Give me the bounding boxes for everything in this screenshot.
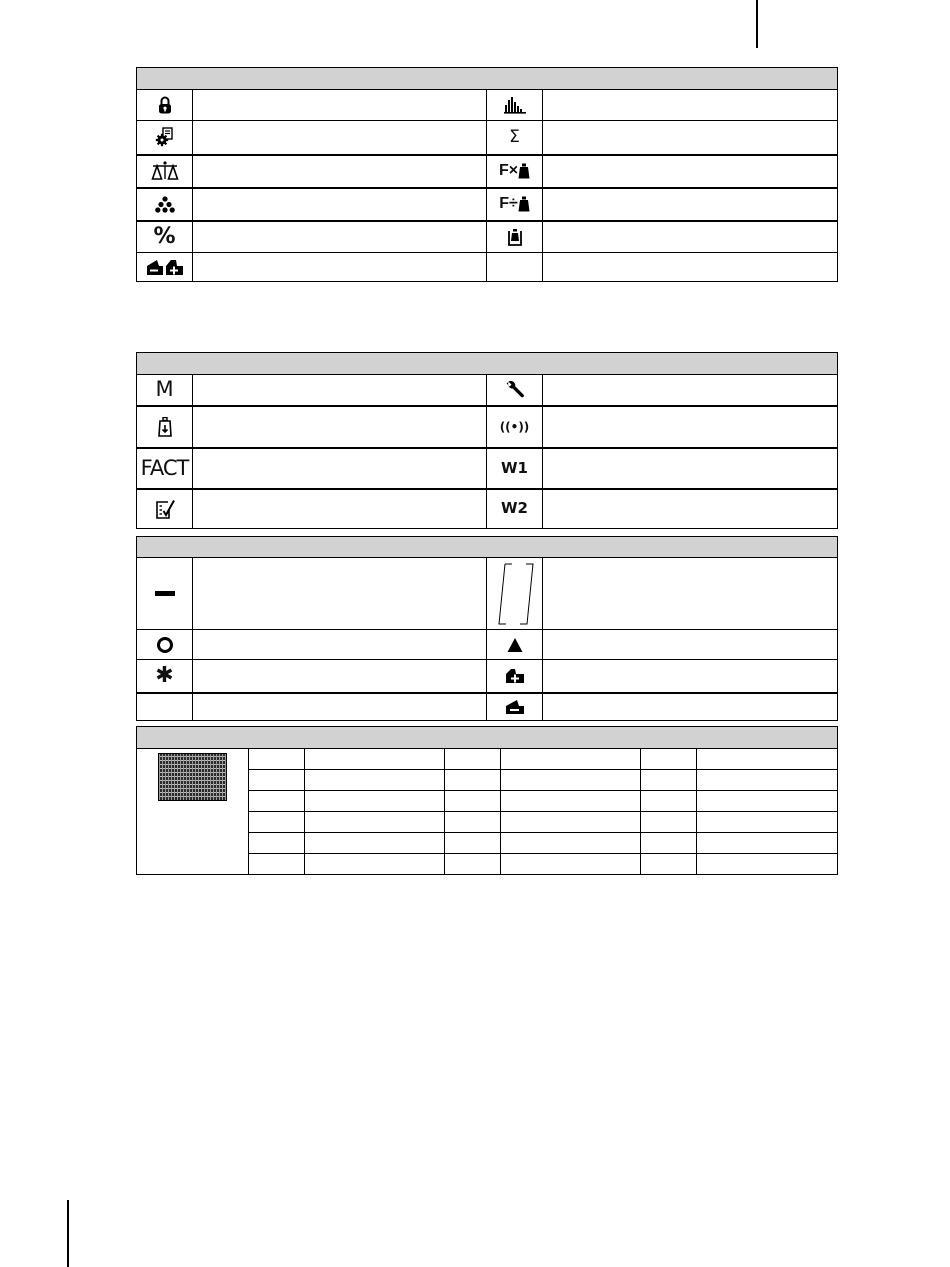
table4-cell	[697, 854, 838, 875]
memory-m-icon: M	[137, 375, 193, 406]
table4-cell	[305, 791, 445, 812]
divide-weight-icon	[487, 188, 543, 221]
multiply-weight-label: F×	[498, 161, 519, 179]
table4-cell	[697, 812, 838, 833]
table1-row6-right-text	[543, 253, 838, 282]
table1-row1-right-text	[543, 90, 838, 121]
table1-row2-right-text	[543, 121, 838, 155]
table4-cell	[501, 854, 641, 875]
margin-line-top	[756, 0, 758, 48]
table4-cell	[445, 749, 501, 770]
gear-settings-icon	[137, 121, 193, 155]
table4-cell	[697, 833, 838, 854]
table2-row4-right-text	[543, 489, 838, 529]
table4-cell	[641, 812, 697, 833]
table3-row3-right-text	[543, 660, 838, 693]
table4-cell	[305, 812, 445, 833]
bracket-frame-icon	[487, 558, 543, 630]
table2-row1-right-text	[543, 375, 838, 406]
table1-row3-right-text	[543, 155, 838, 188]
dot-matrix-display-icon	[158, 753, 227, 801]
table3-row3-left-text	[193, 660, 487, 693]
w2-icon: W2	[487, 489, 543, 529]
table4-cell	[501, 770, 641, 791]
table1-row4-right-text	[543, 188, 838, 221]
table4-cell	[697, 770, 838, 791]
fact-icon: FACT	[137, 448, 193, 489]
table1-row5-right-text	[543, 221, 838, 253]
table4-cell	[697, 791, 838, 812]
table3-row2-right-text	[543, 630, 838, 660]
plus-weight-icon	[487, 660, 543, 693]
symbols-table-4	[136, 726, 838, 875]
margin-line-bottom	[67, 1200, 69, 1267]
asterisk-icon: ✱	[137, 660, 193, 693]
table3-row4-right-text	[543, 693, 838, 721]
table4-cell	[641, 833, 697, 854]
table4-cell	[445, 770, 501, 791]
table2-row2-left-text	[193, 406, 487, 448]
lock-icon	[137, 90, 193, 121]
table1-header	[137, 68, 838, 90]
table4-cell	[641, 791, 697, 812]
symbols-table-1	[136, 67, 838, 282]
table4-cell	[641, 854, 697, 875]
table1-row2-left-text	[193, 121, 487, 155]
table4-cell	[305, 833, 445, 854]
wrench-icon	[487, 375, 543, 406]
table1-row4-left-text	[193, 188, 487, 221]
table3-row4-left-text	[193, 693, 487, 721]
table1-row6-left-text	[193, 253, 487, 282]
parts-counting-icon	[137, 188, 193, 221]
table3-row1-left-text	[193, 558, 487, 630]
table2-row2-right-text	[543, 406, 838, 448]
circle-icon	[137, 630, 193, 660]
wireless-signal-icon: ((•))	[487, 406, 543, 448]
divide-weight-label: F÷	[499, 194, 518, 212]
dot-matrix-display-cell	[137, 749, 249, 875]
table4-cell	[501, 791, 641, 812]
checklist-icon	[137, 489, 193, 529]
triangle-up-icon	[487, 630, 543, 660]
table4-cell	[249, 791, 305, 812]
table4-cell	[305, 770, 445, 791]
table3-header	[137, 537, 838, 558]
symbols-table-2	[136, 352, 838, 529]
table2-row3-right-text	[543, 448, 838, 489]
table4-cell	[249, 770, 305, 791]
table4-cell	[445, 854, 501, 875]
weight-down-icon	[137, 406, 193, 448]
table3-row2-left-text	[193, 630, 487, 660]
container-weighing-icon	[487, 221, 543, 253]
table4-cell	[305, 749, 445, 770]
sigma-icon: Σ	[487, 121, 543, 155]
table3-row4-left-icon	[137, 693, 193, 721]
checkweighing-scales-icon	[137, 155, 193, 188]
table1-row3-left-text	[193, 155, 487, 188]
table4-cell	[249, 812, 305, 833]
table4-cell	[305, 854, 445, 875]
histogram-icon	[487, 90, 543, 121]
table2-row3-left-text	[193, 448, 487, 489]
table4-cell	[501, 812, 641, 833]
table4-cell	[501, 833, 641, 854]
table1-row6-right-icon	[487, 253, 543, 282]
table4-cell	[641, 749, 697, 770]
multiply-weight-icon	[487, 155, 543, 188]
dash-bar-icon	[137, 558, 193, 630]
table4-cell	[445, 812, 501, 833]
table4-cell	[697, 749, 838, 770]
table4-cell	[249, 749, 305, 770]
table4-cell	[501, 749, 641, 770]
table2-row1-left-text	[193, 375, 487, 406]
table1-row5-left-text	[193, 221, 487, 253]
percent-icon: %	[137, 221, 193, 253]
minus-plus-weights-icon	[137, 253, 193, 282]
table1-row1-left-text	[193, 90, 487, 121]
table4-cell	[641, 770, 697, 791]
table3-row1-right-text	[543, 558, 838, 630]
symbols-table-3	[136, 536, 838, 721]
table2-row4-left-text	[193, 489, 487, 529]
table2-header	[137, 353, 838, 375]
table4-cell	[445, 833, 501, 854]
w1-icon: W1	[487, 448, 543, 489]
minus-weight-icon	[487, 693, 543, 721]
table4-header	[137, 727, 838, 749]
table4-cell	[249, 854, 305, 875]
table4-cell	[445, 791, 501, 812]
table4-cell	[249, 833, 305, 854]
